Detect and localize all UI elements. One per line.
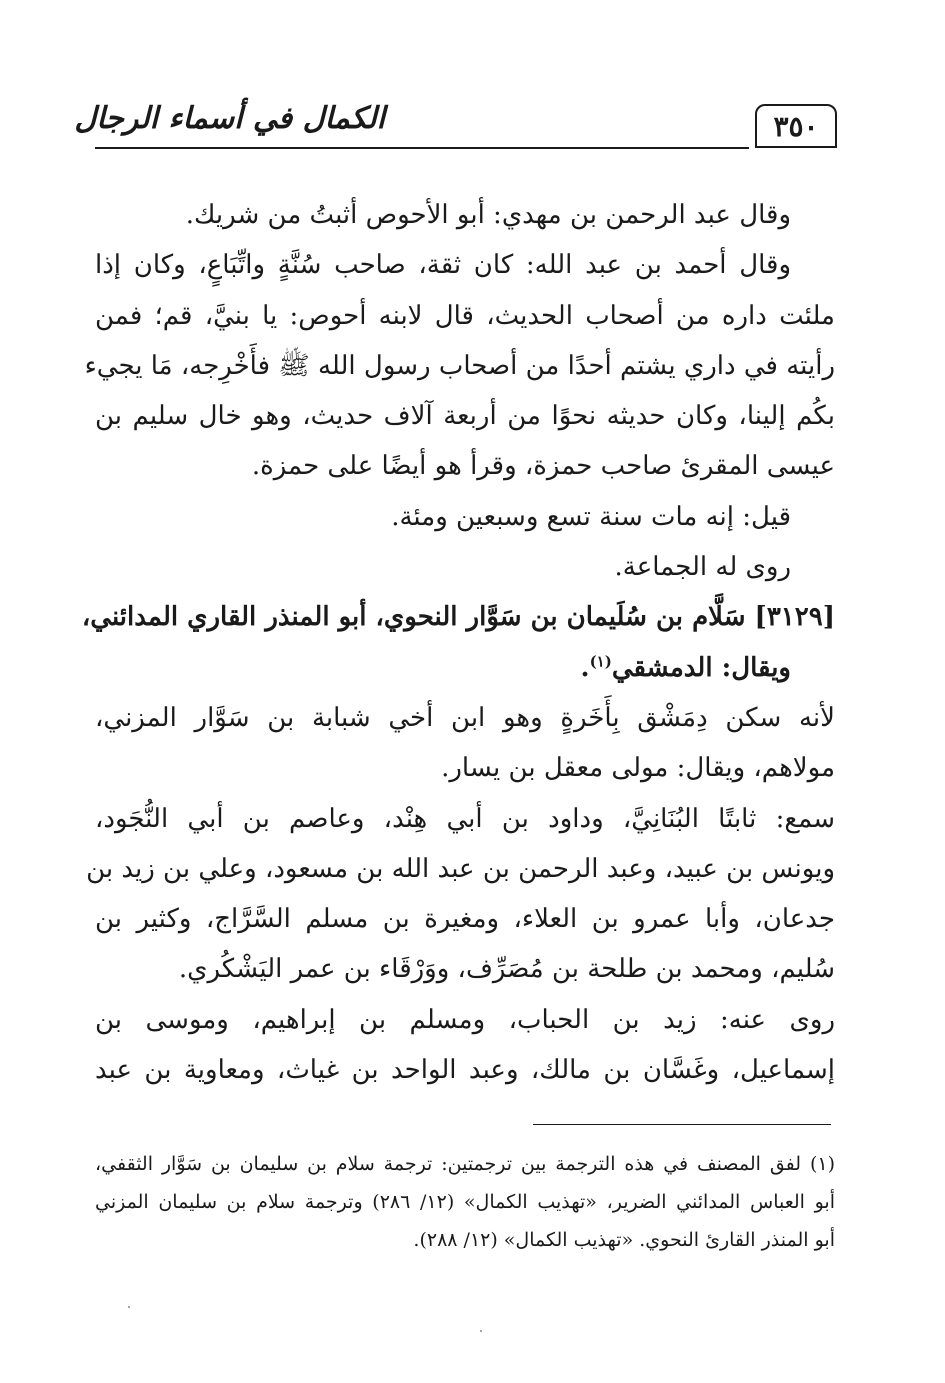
text-line: لأنه سكن دِمَشْق بِأَخَرةٍ وهو ابن أخي شبابة بن سَوَّار المزني،: [95, 702, 835, 733]
page-header: [74, 92, 837, 152]
text-line: ويونس بن عبيد، وعبد الرحمن بن عبد الله بن مسعود، وعلي بن زيد بن: [86, 853, 835, 884]
text-line: سُليم، ومحمد بن طلحة بن مُصَرِّف، ووَرْقَاء بن عمر اليَشْكُري.: [178, 954, 835, 985]
text-line: رأيته في داري يشتم أحدًا من أصحاب رسول الله ﷺ فأَخْرِجه، مَا يجيء: [84, 350, 835, 381]
text-line: مولاهم، ويقال: مولى معقل بن يسار.: [441, 753, 835, 784]
entry-heading: [٣١٢٩] سَلَّام بن سُلَيمان بن سَوَّار النحوي، أبو المنذر القاري المدائني،: [81, 602, 835, 633]
footnote-ref: (١): [589, 652, 612, 671]
speck: [480, 1330, 482, 1332]
text-line: وقال أحمد بن عبد الله: كان ثقة، صاحب سُنَّةٍ واتِّبَاعٍ، وكان إذا: [95, 250, 791, 281]
text-line: سمع: ثابتًا البُنَانِيَّ، وداود بن أبي هِنْد، وعاصم بن أبي النُّجَود،: [95, 803, 835, 834]
text-line: عيسى المقرئ صاحب حمزة، وقرأ هو أيضًا على حمزة.: [251, 451, 835, 482]
speck: [128, 1306, 130, 1308]
text-line: روى عنه: زيد بن الحباب، ومسلم بن إبراهيم، وموسى بن: [95, 1004, 835, 1035]
page-number-box: [755, 104, 837, 148]
main-text: [81, 190, 835, 1095]
text-line: إسماعيل، وغَسَّان بن مالك، وعبد الواحد بن غياث، ومعاوية بن عبد: [95, 1055, 835, 1086]
text-line: ملئت داره من أصحاب الحديث، قال لابنه أحوص: يا بنيَّ، قم؛ فمن: [95, 300, 835, 331]
text-line: جدعان، وأبا عمرو بن العلاء، ومغيرة بن مسلم السَّرَّاج، وكثير بن: [95, 904, 835, 935]
footnote-line: (١) لفق المصنف في هذه الترجمة بين ترجمتين: ترجمة سلام بن سليمان بن سَوَّار الثقفي،: [95, 1153, 835, 1175]
entry-heading-cont: [95, 643, 835, 693]
text-line: وقال عبد الرحمن بن مهدي: أبو الأحوص أثبتُ من شريك.: [185, 200, 791, 230]
heading-period: .: [580, 652, 590, 683]
scan-specks: [120, 1300, 520, 1350]
entry-heading-tail: ويقال: الدمشقي: [611, 652, 791, 683]
text-line: بكُم إلينا، وكان حديثه نحوًا من أربعة آلاف حديث، وهو خال سليم بن: [95, 401, 835, 432]
footnote-line: أبو المنذر القارئ النحوي. «تهذيب الكمال» (١٢/ ٢٨٨).: [413, 1229, 835, 1251]
footnote-line: أبو العباس المدائني الضرير، «تهذيب الكمال» (١٢/ ٢٨٦) وترجمة سلام بن سليمان المزني: [95, 1191, 835, 1213]
header-rule: [95, 147, 749, 149]
page-number: ٣٥٠: [773, 109, 819, 143]
footnotes: [95, 1145, 835, 1259]
footnote-separator: [533, 1124, 831, 1125]
text-line: قيل: إنه مات سنة تسع وسبعين ومئة.: [391, 501, 791, 532]
running-title: الكمال في أسماء الرجال: [74, 101, 385, 136]
text-line: روى له الجماعة.: [614, 552, 791, 583]
